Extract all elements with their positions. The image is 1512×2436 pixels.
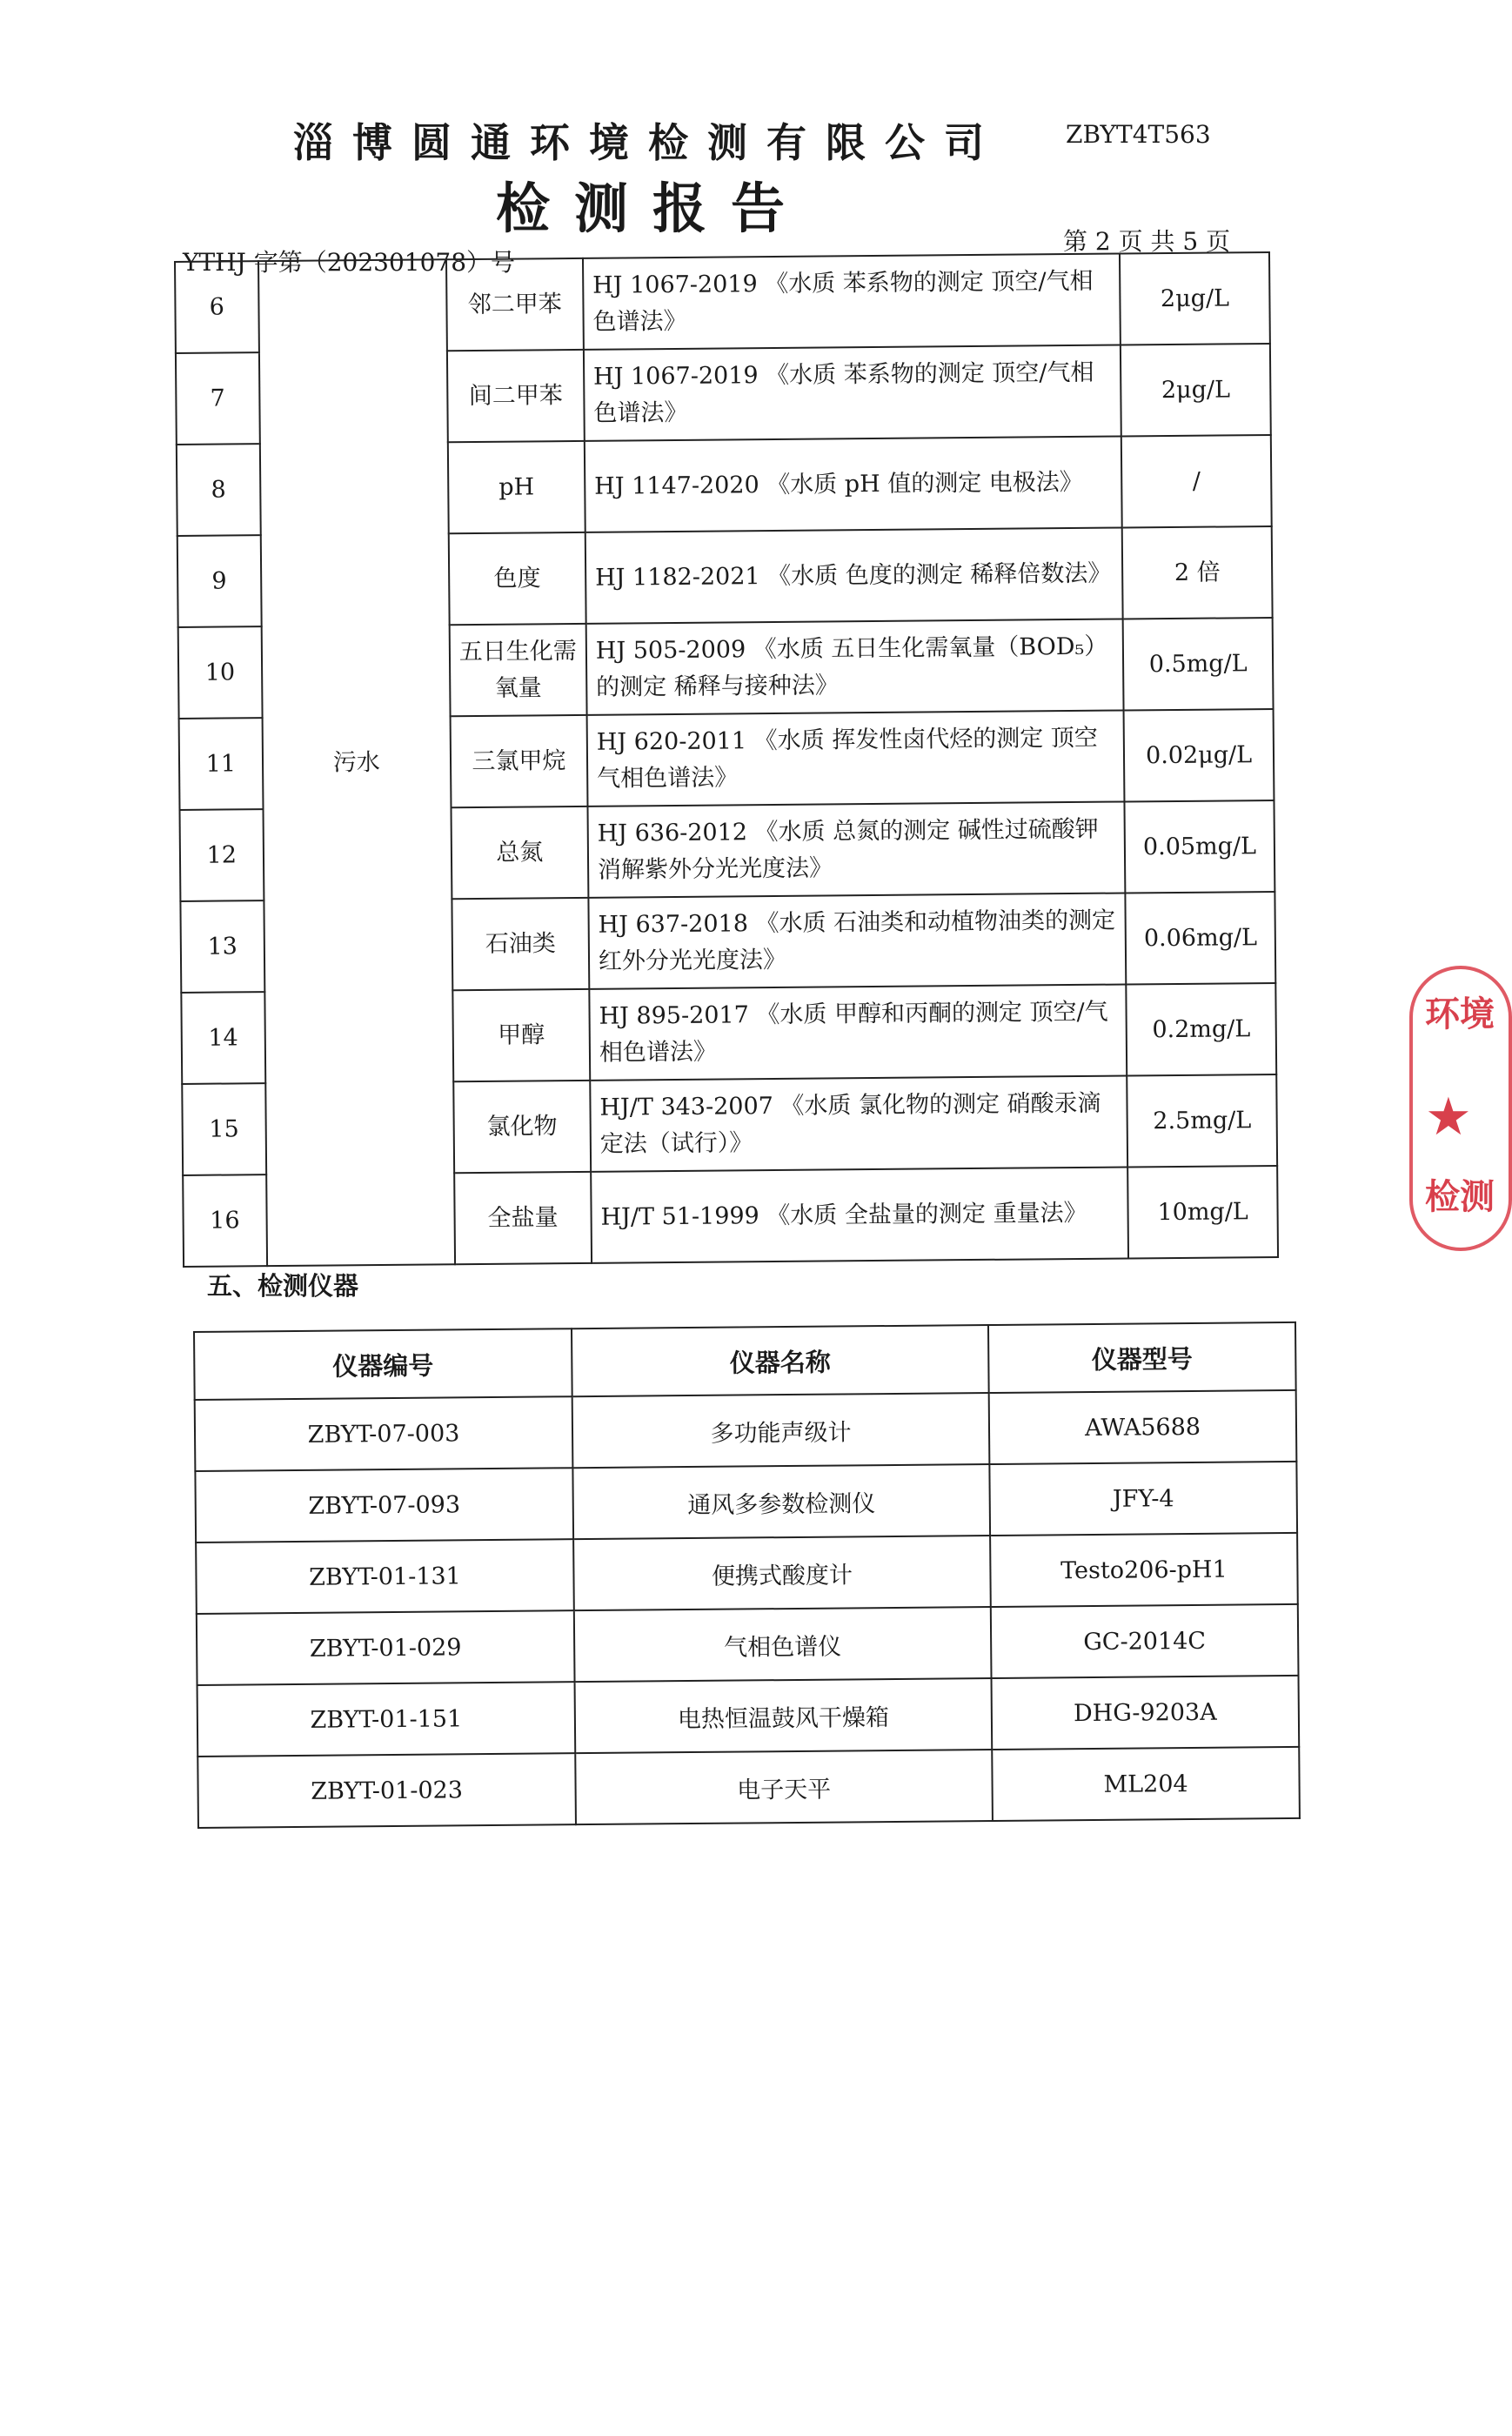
test-item: 氯化物 — [453, 1081, 591, 1173]
detection-limit: 10mg/L — [1127, 1166, 1278, 1258]
instrument-id: ZBYT-01-131 — [196, 1539, 574, 1614]
row-number: 7 — [176, 352, 260, 445]
row-number: 6 — [175, 261, 259, 353]
test-item: 邻二甲苯 — [446, 258, 584, 351]
instrument-id: ZBYT-07-003 — [195, 1396, 573, 1471]
detection-limit: 2μg/L — [1121, 344, 1271, 436]
section-title: 五、检测仪器 — [207, 1271, 359, 1301]
detection-limit: 2μg/L — [1120, 252, 1270, 345]
official-seal — [1409, 966, 1512, 1251]
test-item: 总氮 — [451, 806, 588, 899]
detection-limit: 0.06mg/L — [1126, 892, 1276, 984]
test-item: 间二甲苯 — [447, 350, 585, 442]
test-method: HJ 1067-2019 《水质 苯系物的测定 顶空/气相色谱法》 — [583, 254, 1121, 350]
instrument-model: JFY-4 — [989, 1462, 1297, 1536]
seal-text-bottom: 检测 — [1425, 1176, 1495, 1217]
instrument-name: 多功能声级计 — [572, 1393, 990, 1468]
test-method: HJ 895-2017 《水质 甲醇和丙酮的测定 顶空/气相色谱法》 — [589, 984, 1127, 1080]
test-item: 石油类 — [452, 898, 589, 990]
instrument-name: 便携式酸度计 — [573, 1536, 991, 1610]
test-item: pH — [448, 441, 585, 533]
row-number: 12 — [180, 809, 264, 901]
company-name: 淄博圆通环境检测有限公司 — [293, 119, 1003, 166]
instrument-name: 气相色谱仪 — [574, 1607, 992, 1682]
row-number: 11 — [179, 718, 264, 810]
header-instrument-name: 仪器名称 — [572, 1325, 989, 1396]
row-number: 15 — [182, 1083, 266, 1175]
detection-limit: 0.05mg/L — [1125, 800, 1275, 893]
test-item: 三氯甲烷 — [450, 715, 587, 807]
instrument-id: ZBYT-01-151 — [197, 1682, 576, 1757]
methods-table — [174, 251, 1279, 1268]
instrument-model: Testo206-pH1 — [990, 1533, 1298, 1607]
test-method: HJ 620-2011 《水质 挥发性卤代烃的测定 顶空气相色谱法》 — [586, 710, 1124, 806]
detection-limit: 0.2mg/L — [1126, 983, 1276, 1075]
instrument-model: GC-2014C — [991, 1604, 1299, 1678]
table-row — [196, 1533, 1298, 1614]
header-instrument-id: 仪器编号 — [194, 1328, 572, 1400]
test-method: HJ/T 51-1999 《水质 全盐量的测定 重量法》 — [591, 1167, 1128, 1262]
instrument-id: ZBYT-01-023 — [197, 1753, 576, 1828]
test-method: HJ 636-2012 《水质 总氮的测定 碱性过硫酸钾消解紫外分光光度法》 — [587, 801, 1125, 897]
table-row — [197, 1604, 1299, 1685]
test-method: HJ 1067-2019 《水质 苯系物的测定 顶空/气相色谱法》 — [584, 345, 1121, 441]
test-item: 甲醇 — [452, 989, 590, 1081]
page-number: 第 2 页 共 5 页 — [1063, 227, 1231, 256]
report-title: 检测报告 — [495, 177, 809, 240]
instrument-name: 通风多参数检测仪 — [572, 1464, 990, 1539]
test-method: HJ 637-2018 《水质 石油类和动植物油类的测定 红外分光光度法》 — [588, 893, 1126, 988]
instrument-model: DHG-9203A — [992, 1676, 1300, 1750]
table-row — [197, 1747, 1300, 1828]
table-row — [195, 1390, 1297, 1471]
test-method: HJ 1182-2021 《水质 色度的测定 稀释倍数法》 — [585, 528, 1123, 624]
seal-star-icon: ★ — [1425, 1087, 1472, 1148]
test-method: HJ/T 343-2007 《水质 氯化物的测定 硝酸汞滴定法（试行）》 — [590, 1075, 1127, 1171]
instrument-name: 电热恒温鼓风干燥箱 — [575, 1678, 993, 1753]
detection-limit: 0.5mg/L — [1123, 618, 1274, 710]
seal-text-top: 环境 — [1425, 994, 1495, 1034]
instruments-table — [193, 1322, 1301, 1829]
row-number: 8 — [177, 444, 261, 536]
row-number: 13 — [180, 900, 264, 993]
instrument-id: ZBYT-01-029 — [197, 1610, 575, 1685]
row-number: 10 — [178, 626, 263, 719]
instrument-id: ZBYT-07-093 — [195, 1468, 573, 1543]
table-row — [195, 1462, 1297, 1543]
instruments-header-row — [194, 1322, 1296, 1400]
report-number: YTHJ 字第（202301078）号 — [183, 248, 516, 277]
header-instrument-model: 仪器型号 — [988, 1322, 1296, 1393]
test-method: HJ 1147-2020 《水质 pH 值的测定 电极法》 — [585, 437, 1122, 532]
table-row — [197, 1676, 1300, 1757]
test-item: 色度 — [449, 532, 586, 625]
sample-category: 污水 — [258, 259, 455, 1266]
test-method: HJ 505-2009 《水质 五日生化需氧量（BOD₅）的测定 稀释与接种法》 — [586, 619, 1124, 714]
detection-limit: 0.02μg/L — [1124, 709, 1274, 801]
report-code: ZBYT4T563 — [1066, 120, 1211, 149]
test-item: 全盐量 — [454, 1172, 592, 1264]
detection-limit: 2 倍 — [1122, 526, 1273, 619]
detection-limit: / — [1121, 435, 1272, 527]
row-number: 16 — [183, 1174, 267, 1267]
table-row — [175, 252, 1270, 353]
row-number: 9 — [177, 535, 262, 627]
instrument-name: 电子天平 — [575, 1750, 993, 1824]
detection-limit: 2.5mg/L — [1127, 1074, 1277, 1167]
row-number: 14 — [181, 992, 265, 1084]
instrument-model: AWA5688 — [989, 1390, 1297, 1464]
instrument-model: ML204 — [992, 1747, 1300, 1821]
test-item: 五日生化需氧量 — [450, 624, 587, 716]
